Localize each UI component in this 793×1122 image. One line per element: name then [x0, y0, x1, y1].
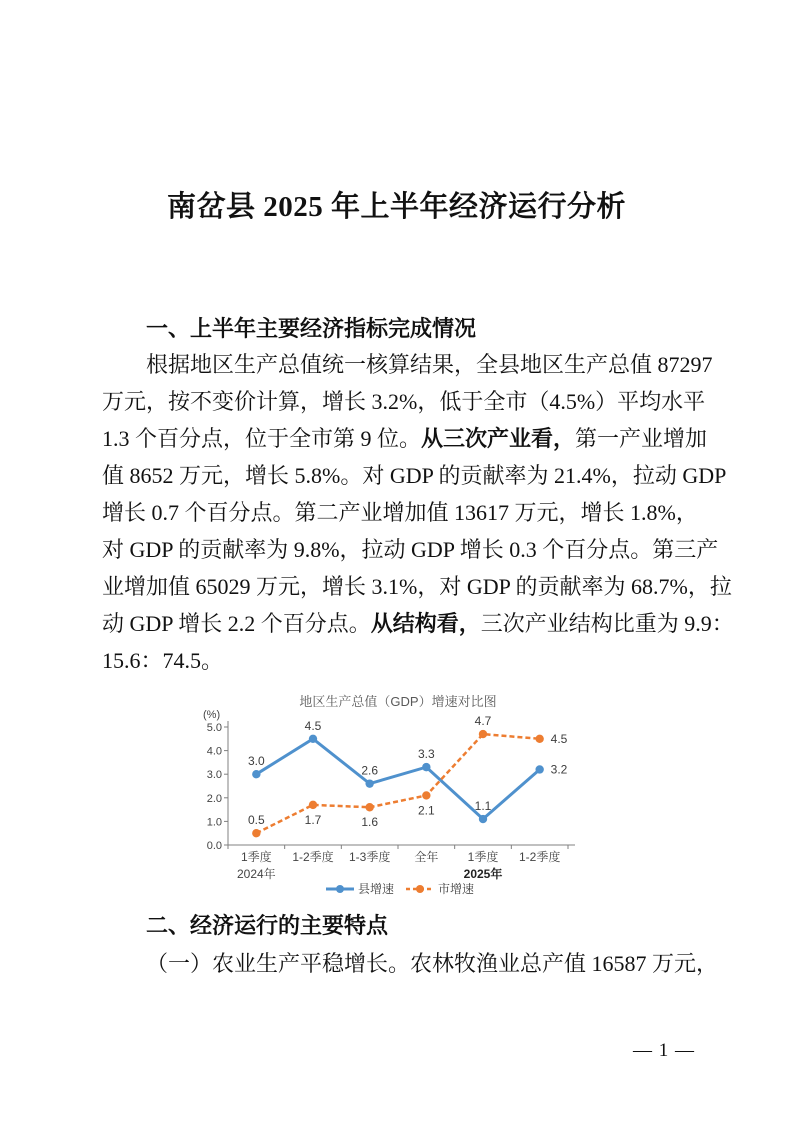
year-label: 2024年 [236, 867, 276, 881]
body-line [102, 945, 719, 982]
data-label: 4.5 [304, 718, 322, 733]
legend-marker [336, 885, 344, 893]
legend-label: 市增速 [438, 882, 475, 896]
bold-emphasis: 从三次产业看， [421, 426, 576, 451]
x-category-label: 1-2季度 [292, 850, 334, 864]
year-label: 2025年 [463, 867, 503, 881]
data-point-marker [535, 765, 543, 773]
data-point-marker [479, 815, 487, 823]
text-run: 对 GDP 的贡献率为 9.8%，拉动 GDP 增长 0.3 个百分点。第三产 [102, 537, 719, 562]
data-point-marker [309, 801, 317, 809]
text-run: 增长 0.7 个百分点。第二产业增加值 13617 万元，增长 1.8%， [102, 500, 698, 525]
y-tick-label: 4.0 [206, 745, 222, 758]
data-point-marker [252, 829, 260, 837]
data-point-marker [252, 770, 260, 778]
page-number: — 1 — [633, 1040, 695, 1061]
body-line [102, 420, 708, 457]
data-label: 4.7 [474, 714, 492, 729]
data-label: 3.3 [417, 747, 435, 762]
body-line [102, 346, 713, 383]
series-line-县增速 [256, 739, 539, 819]
data-point-marker [365, 803, 373, 811]
text-run: 第一产业增加 [575, 426, 708, 451]
body-line [102, 531, 719, 568]
y-tick-label: 0.0 [206, 840, 222, 852]
x-category-label: 1-3季度 [348, 850, 391, 864]
text-run: 根据地区生产总值统一核算结果，全县地区生产总值 87297 [146, 352, 713, 377]
data-label: 4.5 [550, 731, 568, 746]
text-run: 农林牧渔业总产值 16587 万元， [410, 951, 719, 976]
text-run: 动 GDP 增长 2.2 个百分点。 [102, 611, 371, 636]
body-line [102, 383, 706, 420]
data-label: 1.6 [361, 815, 379, 830]
section-1-heading: 一、上半年主要经济指标完成情况 [146, 316, 477, 341]
text-run: 15.6：74.5。 [102, 648, 224, 673]
paragraph-agriculture [102, 945, 719, 982]
text-run: 值 8652 万元，增长 5.8%。对 GDP 的贡献率为 21.4%，拉动 GDP [102, 463, 727, 488]
text-run: 三次产业结构比重为 9.9： [480, 611, 734, 636]
body-line [102, 642, 688, 679]
body-line [102, 494, 698, 531]
data-label: 1.1 [474, 799, 492, 814]
document-title: 南岔县 2025 年上半年经济运行分析 [166, 191, 626, 223]
y-axis-unit-label: (%) [203, 709, 221, 721]
body-line [102, 568, 732, 605]
kai-emphasis: （一）农业生产平稳增长。 [146, 951, 411, 976]
data-point-marker [422, 763, 430, 771]
section-2-heading: 二、经济运行的主要特点 [146, 913, 389, 938]
gdp-growth-comparison-chart [185, 688, 605, 903]
data-label: 2.1 [417, 803, 435, 818]
x-category-label: 1-2季度 [518, 850, 561, 864]
y-tick-label: 5.0 [206, 722, 222, 734]
data-point-marker [309, 735, 317, 743]
data-label: 1.7 [304, 812, 322, 827]
x-category-label: 1季度 [467, 850, 499, 864]
data-point-marker [535, 735, 543, 743]
text-run: 1.3 个百分点，位于全市第 9 位。 [102, 426, 422, 451]
data-label: 3.2 [550, 762, 568, 777]
legend-label: 县增速 [358, 882, 395, 896]
y-tick-label: 1.0 [206, 816, 222, 829]
text-run: 万元，按不变价计算，增长 3.2%，低于全市（4.5%）平均水平 [102, 389, 706, 414]
bold-emphasis: 从结构看， [370, 611, 481, 636]
x-category-label: 1季度 [240, 850, 272, 864]
paragraph-gdp-analysis [102, 346, 734, 679]
data-label: 0.5 [247, 813, 265, 828]
y-tick-label: 3.0 [206, 769, 222, 782]
data-point-marker [365, 779, 373, 787]
data-label: 3.0 [247, 754, 265, 769]
data-label: 2.6 [361, 763, 379, 778]
text-run: 业增加值 65029 万元，增长 3.1%，对 GDP 的贡献率为 68.7%，拉 [102, 574, 732, 599]
data-point-marker [479, 730, 487, 738]
chart-title: 地区生产总值（GDP）增速对比图 [299, 694, 497, 709]
body-line [102, 457, 727, 494]
body-line [102, 605, 734, 642]
y-tick-label: 2.0 [206, 792, 222, 805]
x-category-label: 全年 [414, 850, 439, 864]
legend-marker [416, 885, 424, 893]
data-point-marker [422, 791, 430, 799]
